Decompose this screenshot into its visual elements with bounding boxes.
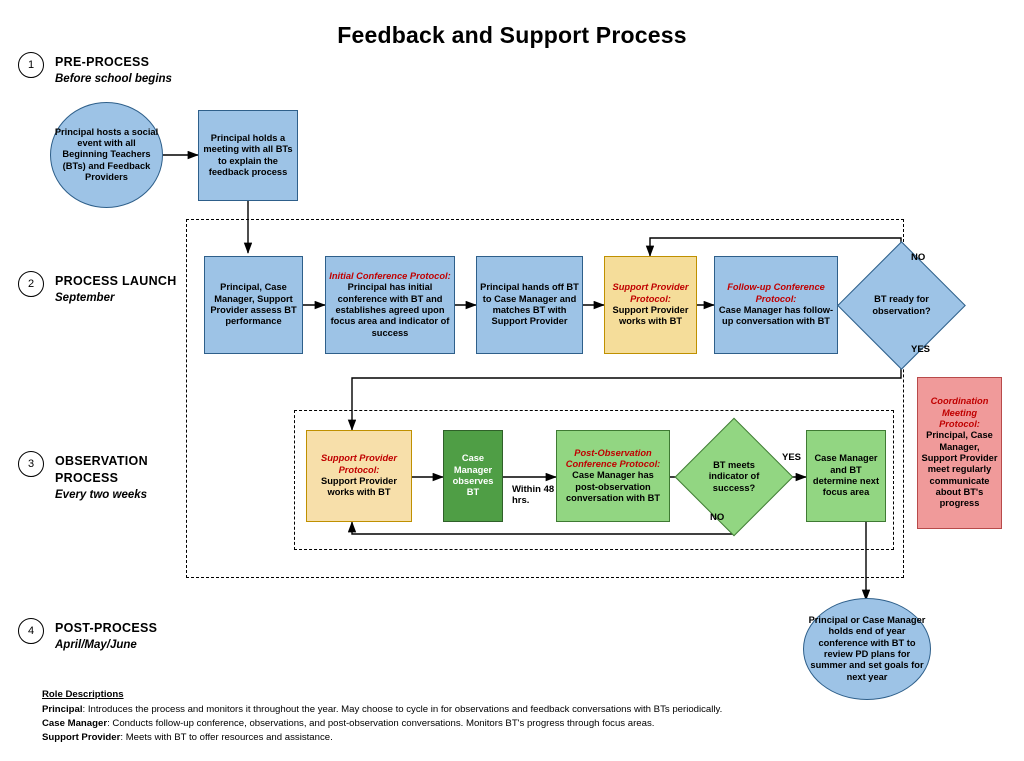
stage-label-4: POST-PROCESS xyxy=(55,621,158,635)
edge-label-within-48-hrs: Within 48 hrs. xyxy=(512,484,555,507)
node-initial-conference-body: Principal has initial conference with BT and establishes agreed upon focus area and indicator of success xyxy=(330,282,450,338)
node-coordination-meeting-body: Principal, Case Manager, Support Provider meet regularly communicate about BT's progress xyxy=(921,430,998,509)
stage-sub-4: April/May/June xyxy=(55,639,137,651)
node-post-observation-conference-body: Case Manager has post-observation conversation with BT xyxy=(565,470,660,503)
node-followup-conference-body: Case Manager has follow-up conversation with BT xyxy=(718,305,834,327)
node-coordination-meeting-protocol: Coordination Meeting Protocol: xyxy=(930,396,989,430)
stage-number-2: 2 xyxy=(18,271,44,297)
edge-label-no-top: NO xyxy=(911,252,926,263)
decision-bt-ready[interactable] xyxy=(856,260,947,351)
stage-number-4: 4 xyxy=(18,618,44,644)
role-description-case-manager xyxy=(42,717,862,731)
node-post-observation-conference-protocol: Post-Observation Conference Protocol: xyxy=(565,447,661,469)
node-support-provider-protocol-launch-title: Support Provider Protocol: xyxy=(612,282,689,304)
stage-label-3-line1: OBSERVATION xyxy=(55,454,148,468)
role-name-case-manager: Case Manager xyxy=(42,717,108,729)
node-determine-next-focus[interactable]: Case Manager and BT determine next focus area xyxy=(806,430,886,522)
node-coordination-meeting[interactable] xyxy=(917,377,1002,529)
role-description-principal xyxy=(42,703,862,717)
stage-label-2: PROCESS LAUNCH xyxy=(55,274,177,288)
node-support-provider-protocol-observation-title: Support Provider Protocol: xyxy=(321,453,397,475)
stage-label-3-line2: PROCESS xyxy=(55,471,119,485)
node-social-event[interactable]: Principal hosts a social event with all Beginning Teachers (BTs) and Feedback Providers xyxy=(50,102,163,208)
node-support-provider-protocol-launch[interactable] xyxy=(604,256,697,354)
node-support-provider-protocol-observation[interactable] xyxy=(306,430,412,522)
role-text-support-provider: : Meets with BT to offer resources and assistance. xyxy=(120,731,333,743)
node-explain-meeting[interactable]: Principal holds a meeting with all BTs to explain the feedback process xyxy=(198,110,298,201)
page-title: Feedback and Support Process xyxy=(337,22,687,48)
node-hands-off-bt[interactable]: Principal hands off BT to Case Manager and matches BT with Support Provider xyxy=(476,256,583,354)
role-descriptions xyxy=(42,688,862,745)
node-initial-conference[interactable] xyxy=(325,256,455,354)
node-support-provider-protocol-observation-body: Support Provider works with BT xyxy=(321,476,397,498)
decision-bt-ready-label: BT ready for observation? xyxy=(872,294,931,316)
stage-sub-2: September xyxy=(55,292,115,304)
edge-label-no-mid: NO xyxy=(710,512,725,523)
role-name-support-provider: Support Provider xyxy=(42,731,121,743)
stage-sub-1: Before school begins xyxy=(55,73,172,85)
stage-sub-3: Every two weeks xyxy=(55,489,148,501)
node-end-of-year-conference[interactable]: Principal or Case Manager holds end of year conference with BT to review PD plans for summer and set goals for next year xyxy=(803,598,931,700)
role-description-support-provider xyxy=(42,731,862,745)
decision-bt-meets-indicator[interactable] xyxy=(692,435,776,519)
role-name-principal: Principal xyxy=(42,703,83,715)
node-assess-performance[interactable]: Principal, Case Manager, Support Provider assess BT performance xyxy=(204,256,303,354)
node-followup-conference[interactable] xyxy=(714,256,838,354)
node-initial-conference-protocol: Initial Conference Protocol: xyxy=(329,271,451,282)
node-support-provider-protocol-launch-body: Support Provider works with BT xyxy=(612,305,689,327)
stage-label-1: PRE-PROCESS xyxy=(55,55,150,69)
edge-label-yes-top: YES xyxy=(911,344,931,355)
decision-bt-meets-indicator-label: BT meets indicator of success? xyxy=(708,460,760,493)
edge-label-yes-mid: YES xyxy=(782,452,802,463)
role-descriptions-heading: Role Descriptions xyxy=(42,689,124,700)
role-text-case-manager: : Conducts follow-up conference, observations, and post-observation conversations. Monitors BT's progress through focus areas. xyxy=(107,717,655,729)
node-followup-conference-protocol: Follow-up Conference Protocol: xyxy=(727,282,825,304)
stage-number-1: 1 xyxy=(18,52,44,78)
node-case-manager-observes[interactable]: Case Manager observes BT xyxy=(443,430,503,522)
node-post-observation-conference[interactable] xyxy=(556,430,670,522)
stage-number-3: 3 xyxy=(18,451,44,477)
role-text-principal: : Introduces the process and monitors it throughout the year. May choose to cycle in for observations and feedback conversations with BTs periodically. xyxy=(82,703,723,715)
